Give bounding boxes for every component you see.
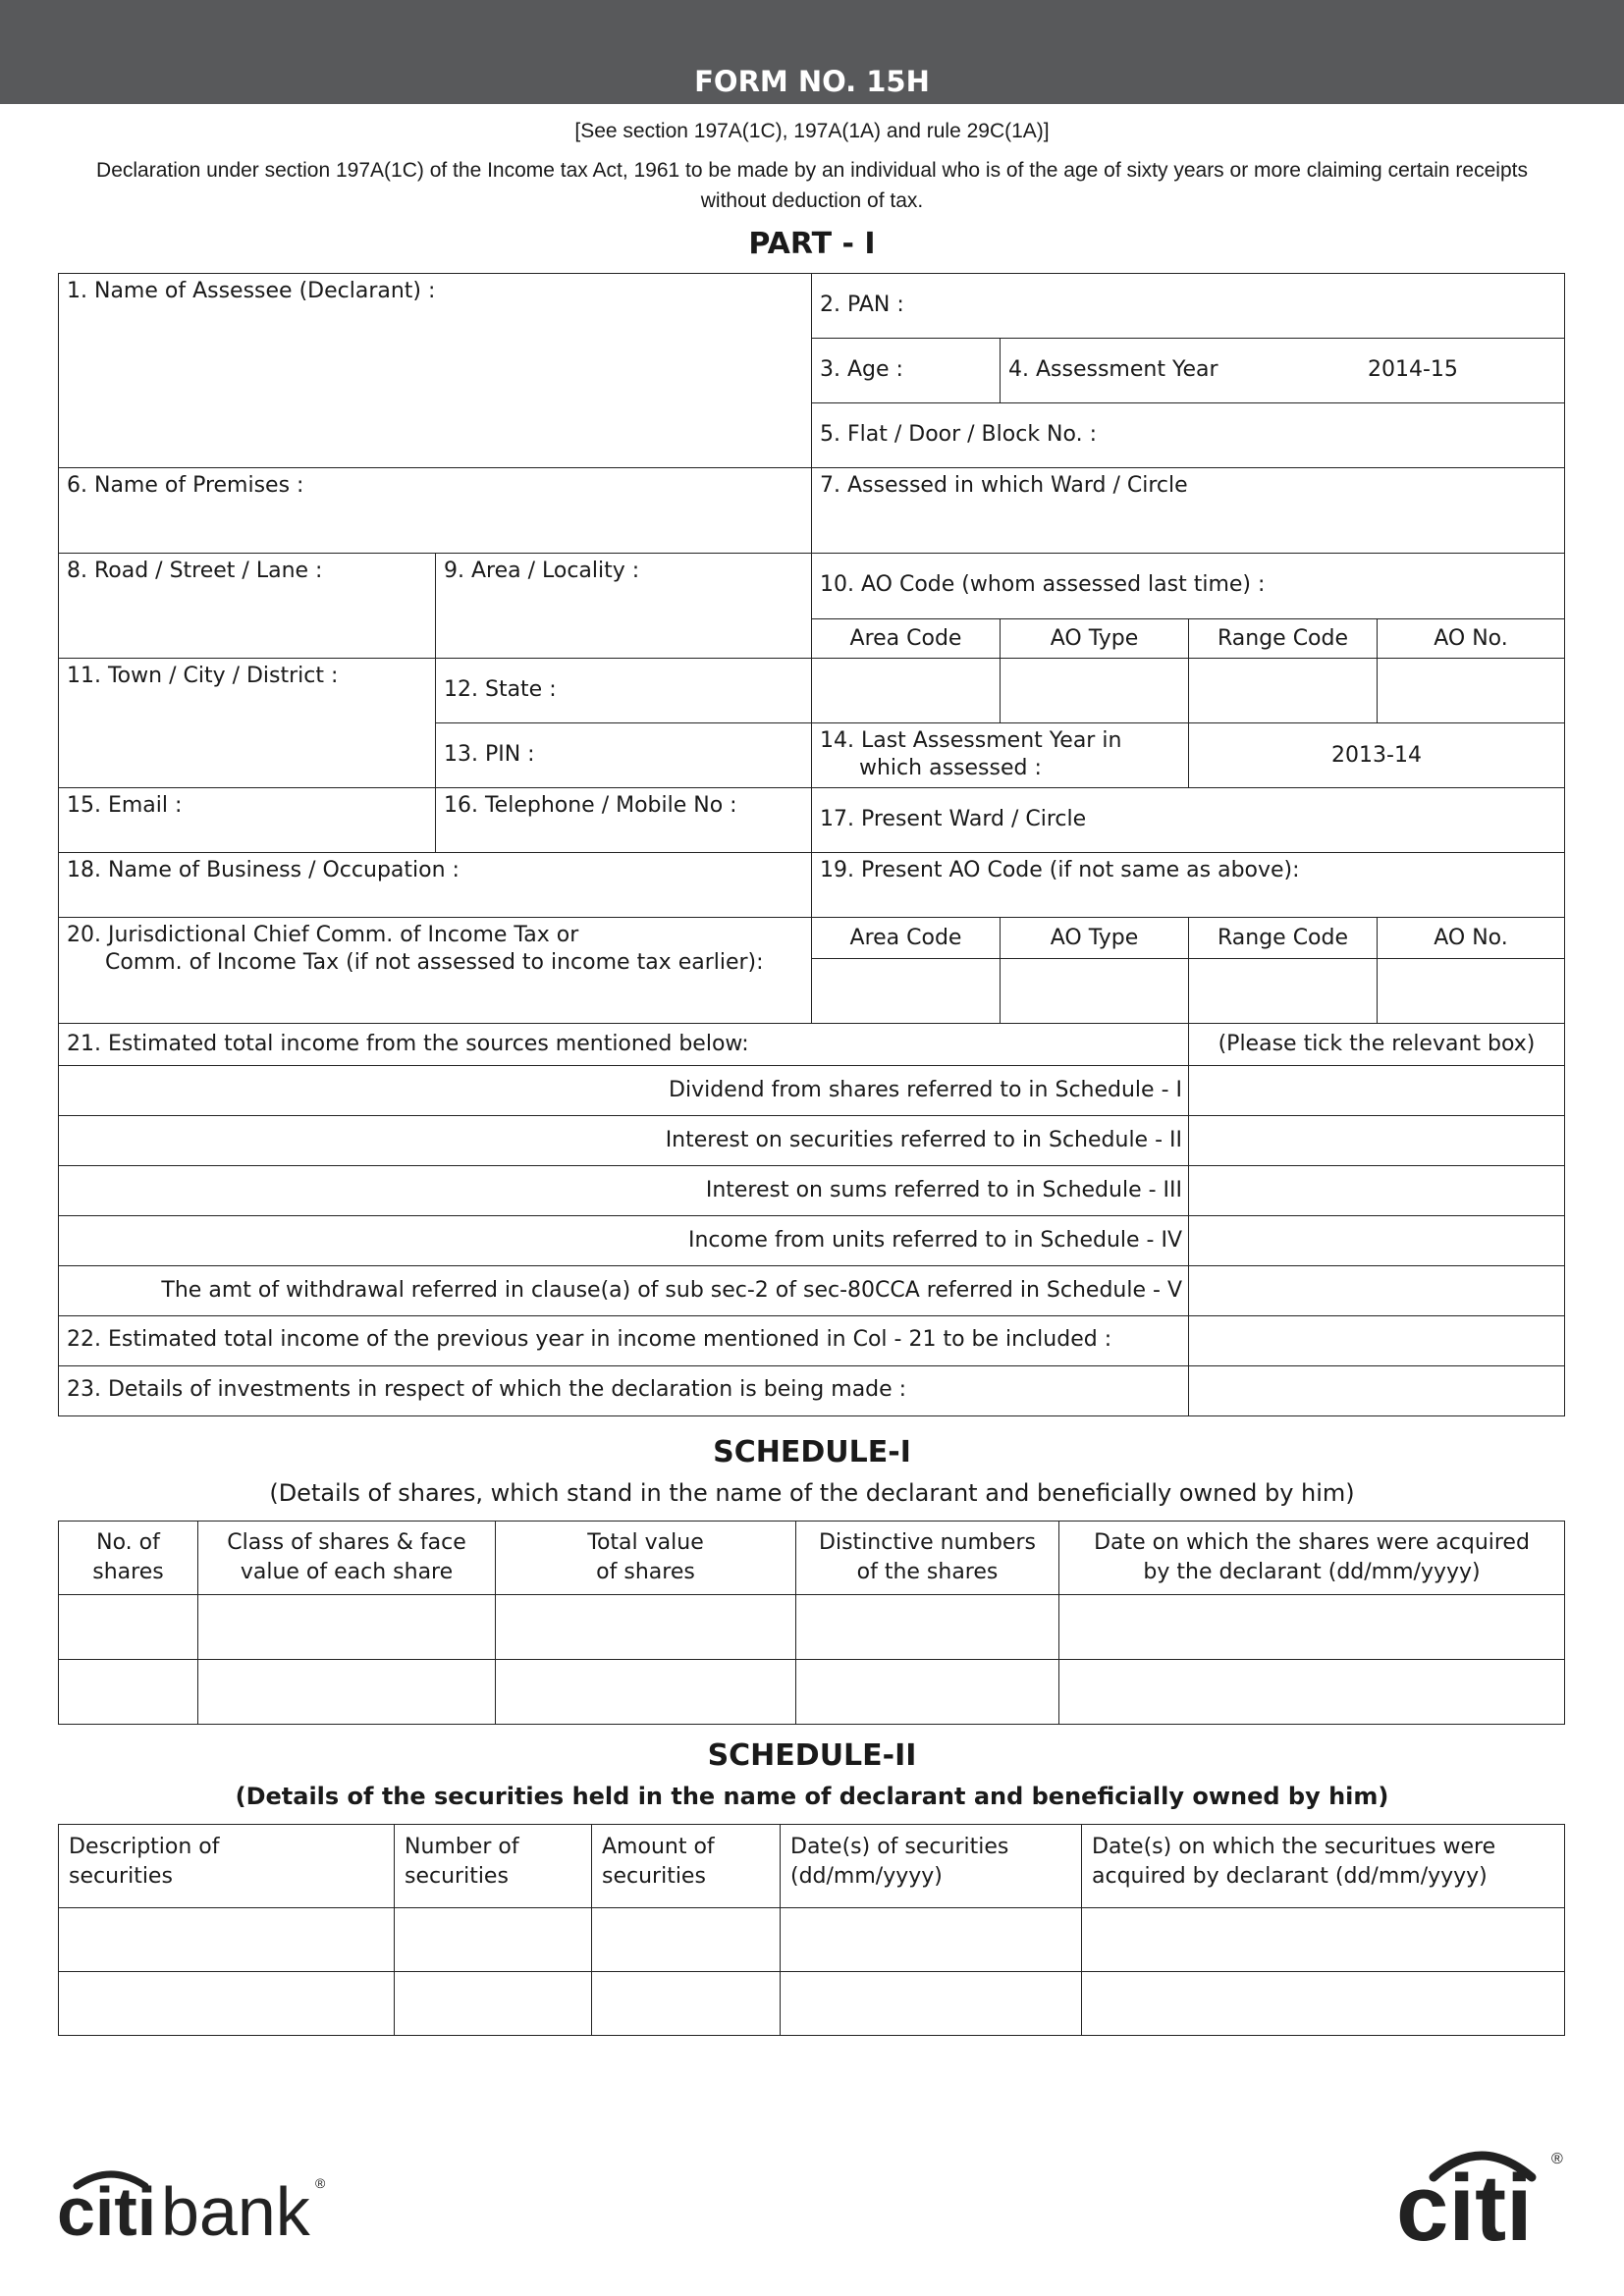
schedule2-header-line: Date(s) of securities [790, 1835, 1009, 1859]
field-estimated-income-header [58, 1023, 1189, 1066]
field-pan[interactable] [811, 273, 1565, 339]
income-source-tick-box[interactable] [1188, 1065, 1565, 1116]
present-ao-header-ao-no: AO No. [1377, 917, 1565, 959]
schedule2-cell[interactable] [394, 1971, 592, 2036]
field-pin[interactable] [435, 722, 812, 788]
schedule2-header-line: securities [405, 1864, 509, 1889]
assessment-year-value: 2014-15 [1368, 357, 1458, 382]
ao-value-range-code[interactable] [1188, 658, 1378, 723]
present-ao-header-area-code: Area Code [811, 917, 1001, 959]
field-label: 11. Town / City / District : [67, 664, 339, 688]
income-source-row: Dividend from shares referred to in Schedule - I [58, 1065, 1189, 1116]
field-estimated-total-income [58, 1315, 1189, 1366]
schedule2-cell[interactable] [1081, 1907, 1565, 1972]
field-state[interactable] [435, 658, 812, 723]
field-label: 22. Estimated total income of the previous year in income mentioned in Col - 21 to be included : [67, 1327, 1112, 1352]
income-source-row: Income from units referred to in Schedule - IV [58, 1215, 1189, 1266]
field-label: 19. Present AO Code (if not same as above): [820, 858, 1300, 882]
field-area-locality[interactable] [435, 553, 812, 659]
field-label: 15. Email : [67, 793, 183, 818]
income-source-row: Interest on sums referred to in Schedule - III [58, 1165, 1189, 1216]
schedule1-header-line: Date on which the shares were acquired [1094, 1530, 1530, 1555]
field-label: 17. Present Ward / Circle [820, 807, 1087, 831]
schedule2-header-cell [591, 1824, 781, 1908]
field-label: 12. State : [444, 677, 557, 702]
schedule1-header-line: Class of shares & face [227, 1530, 466, 1555]
schedule1-subtitle: (Details of shares, which stand in the name of the declarant and beneficially owned by him) [269, 1479, 1355, 1507]
field-label: 18. Name of Business / Occupation : [67, 858, 460, 882]
present-ao-header-ao-type: AO Type [1000, 917, 1189, 959]
schedule2-cell[interactable] [394, 1907, 592, 1972]
field-business-occupation[interactable] [58, 852, 812, 918]
ao-header-range-code: Range Code [1188, 618, 1378, 659]
field-label: 8. Road / Street / Lane : [67, 559, 323, 583]
field-name-of-premises[interactable] [58, 467, 812, 554]
field-label: 6. Name of Premises : [67, 473, 304, 498]
schedule2-header-line: securities [602, 1864, 706, 1889]
ao-header-ao-type: AO Type [1000, 618, 1189, 659]
schedule2-cell[interactable] [591, 1971, 781, 2036]
ao-value-ao-no[interactable] [1377, 658, 1565, 723]
field-label: 16. Telephone / Mobile No : [444, 793, 737, 818]
field-telephone[interactable] [435, 787, 812, 853]
income-source-row: The amt of withdrawal referred in clause(a) of sub sec-2 of sec-80CCA referred in Schedule - V [58, 1265, 1189, 1316]
field-flat-door-block[interactable] [811, 402, 1565, 468]
schedule2-cell[interactable] [58, 1907, 395, 1972]
schedule2-subtitle: (Details of the securities held in the name of declarant and beneficially owned by him) [235, 1783, 1389, 1810]
schedule1-cell[interactable] [495, 1659, 796, 1725]
field-label: Comm. of Income Tax (if not assessed to income tax earlier): [105, 950, 764, 975]
schedule2-cell[interactable] [58, 1971, 395, 2036]
schedule1-header-line: value of each share [240, 1560, 454, 1584]
schedule1-cell[interactable] [197, 1659, 496, 1725]
schedule1-header-line: of the shares [856, 1560, 999, 1584]
present-ao-value-ao-no[interactable] [1377, 958, 1565, 1024]
part-title: PART - I [748, 227, 876, 261]
present-ao-header-range-code: Range Code [1188, 917, 1378, 959]
schedule2-header-line: Number of [405, 1835, 519, 1859]
present-ao-value-ao-type[interactable] [1000, 958, 1189, 1024]
citi-logo [1394, 2140, 1571, 2252]
field-label: 3. Age : [820, 357, 903, 382]
schedule1-header-line: of shares [596, 1560, 695, 1584]
field-label: 5. Flat / Door / Block No. : [820, 422, 1097, 447]
last-assessment-year-value: 2013-14 [1188, 722, 1565, 788]
field-label: 9. Area / Locality : [444, 559, 640, 583]
schedule1-title: SCHEDULE-I [713, 1435, 911, 1469]
schedule2-header-cell [58, 1824, 395, 1908]
schedule2-header-line: Amount of [602, 1835, 715, 1859]
income-source-tick-box[interactable] [1188, 1215, 1565, 1266]
schedule1-cell[interactable] [1058, 1659, 1565, 1725]
schedule1-cell[interactable] [58, 1594, 198, 1660]
schedule2-header-line: securities [69, 1864, 173, 1889]
ao-header-area-code: Area Code [811, 618, 1001, 659]
field-email[interactable] [58, 787, 436, 853]
ao-value-area-code[interactable] [811, 658, 1001, 723]
field-label: 14. Last Assessment Year in [820, 728, 1122, 753]
estimated-total-income-value[interactable] [1188, 1315, 1565, 1366]
svg-text:citi: citi [1396, 2156, 1533, 2248]
svg-text:®: ® [1551, 2151, 1563, 2167]
declaration-text: Declaration under section 197A(1C) of the Income tax Act, 1961 to be made by an individual who is of the age of sixty years or more claiming certain receipts without deduction of tax. [96, 159, 1528, 212]
schedule2-header-cell [780, 1824, 1082, 1908]
present-ao-value-range-code[interactable] [1188, 958, 1378, 1024]
schedule2-cell[interactable] [780, 1971, 1082, 2036]
schedule1-header-line: Distinctive numbers [819, 1530, 1036, 1555]
svg-text:bank: bank [161, 2173, 310, 2243]
field-assessment-year[interactable] [1000, 338, 1565, 403]
schedule2-header-line: acquired by declarant (dd/mm/yyyy) [1092, 1864, 1488, 1889]
schedule2-header-line: Date(s) on which the securitues were [1092, 1835, 1496, 1859]
schedule1-cell[interactable] [58, 1659, 198, 1725]
field-label: 23. Details of investments in respect of which the declaration is being made : [67, 1377, 907, 1402]
income-source-tick-box[interactable] [1188, 1265, 1565, 1316]
field-present-ao-code[interactable] [811, 852, 1565, 918]
field-label: 20. Jurisdictional Chief Comm. of Income Tax or [67, 923, 579, 947]
schedule2-title: SCHEDULE-II [707, 1738, 917, 1773]
field-label: 13. PIN : [444, 742, 535, 767]
tick-instruction: (Please tick the relevant box) [1188, 1023, 1565, 1066]
see-section-note: [See section 197A(1C), 197A(1A) and rule 29C(1A)] [574, 120, 1050, 142]
field-label: 21. Estimated total income from the sources mentioned below: [67, 1032, 749, 1056]
svg-text:citi: citi [57, 2173, 157, 2243]
income-source-row: Interest on securities referred to in Schedule - II [58, 1115, 1189, 1166]
svg-text:®: ® [315, 2175, 326, 2191]
schedule2-header-cell [394, 1824, 592, 1908]
field-jurisdictional-commissioner[interactable] [58, 917, 812, 1024]
ao-header-ao-no: AO No. [1377, 618, 1565, 659]
schedule2-cell[interactable] [1081, 1971, 1565, 2036]
field-road-street[interactable] [58, 553, 436, 659]
schedule2-cell[interactable] [591, 1907, 781, 1972]
field-label: 7. Assessed in which Ward / Circle [820, 473, 1188, 498]
field-town-city[interactable] [58, 658, 436, 788]
schedule1-header-line: shares [92, 1560, 164, 1584]
schedule2-header-line: (dd/mm/yyyy) [790, 1864, 943, 1889]
schedule1-header-line: No. of [96, 1530, 160, 1555]
schedule1-cell[interactable] [1058, 1594, 1565, 1660]
ao-value-ao-type[interactable] [1000, 658, 1189, 723]
field-label: 10. AO Code (whom assessed last time) : [820, 572, 1266, 597]
schedule1-cell[interactable] [795, 1594, 1059, 1660]
schedule1-cell[interactable] [795, 1659, 1059, 1725]
citibank-logo [57, 2164, 342, 2247]
field-label: 1. Name of Assessee (Declarant) : [67, 279, 436, 303]
schedule1-header-line: by the declarant (dd/mm/yyyy) [1143, 1560, 1481, 1584]
field-age[interactable] [811, 338, 1001, 403]
field-last-assessment-year[interactable] [811, 722, 1189, 788]
field-investment-details [58, 1365, 1189, 1416]
field-present-ward[interactable] [811, 787, 1565, 853]
field-label: which assessed : [859, 756, 1042, 780]
schedule1-header-line: Total value [587, 1530, 704, 1555]
schedule2-header-line: Description of [69, 1835, 220, 1859]
schedule1-cell[interactable] [197, 1594, 496, 1660]
field-label: 4. Assessment Year [1008, 357, 1218, 382]
present-ao-value-area-code[interactable] [811, 958, 1001, 1024]
income-source-tick-box[interactable] [1188, 1165, 1565, 1216]
field-ao-code[interactable] [811, 553, 1565, 619]
income-source-tick-box[interactable] [1188, 1115, 1565, 1166]
schedule1-cell[interactable] [495, 1594, 796, 1660]
field-label: 2. PAN : [820, 293, 904, 317]
field-assessed-ward[interactable] [811, 467, 1565, 554]
field-name-of-assessee[interactable] [58, 273, 812, 468]
form-title: FORM NO. 15H [694, 65, 930, 98]
schedule2-header-cell [1081, 1824, 1565, 1908]
schedule2-cell[interactable] [780, 1907, 1082, 1972]
investment-details-value[interactable] [1188, 1365, 1565, 1416]
